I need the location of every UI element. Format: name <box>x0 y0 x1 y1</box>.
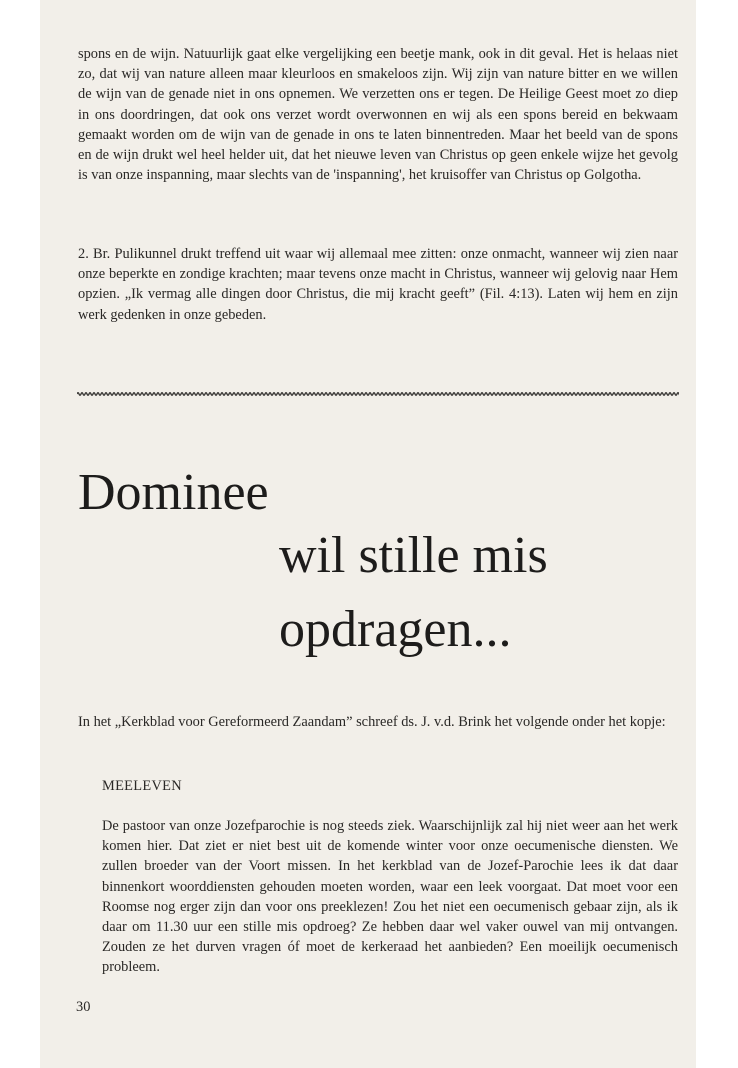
quote-heading: MEELEVEN <box>102 778 182 794</box>
quoted-text: De pastoor van onze Jozefparochie is nog steeds ziek. Waarschijnlijk zal hij niet weer aan het werk komen hier. Dat ziet er niet best uit de komende winter voor onze oecumenische diensten. We zullen broeder van der Voort missen. In het kerkblad van de Jozef-Parochie lees ik dat daar binnenkort woorddiensten gehouden moeten worden, waar een leek voorgaat. Dat moet voor een Roomse nog erger zijn dan voor ons preeklezen! Zou het niet een oecumenisch gebaar zijn, als ik daar om 11.30 uur een stille mis opdroeg? Ze hebben daar wel vaker ouwel van mij ontvangen. Zouden ze het durven vragen óf moet de kerkeraad het aanbieden? Een moeilijk oecumenisch probleem. <box>102 818 678 976</box>
article-intro: In het „Kerkblad voor Gereformeerd Zaandam” schreef ds. J. v.d. Brink het volgende onder het kopje: <box>78 714 666 730</box>
article-title-line-2: wil stille mis <box>279 527 548 584</box>
paragraph-continuation: spons en de wijn. Natuurlijk gaat elke vergelijking een beetje mank, ook in dit geval. Het is helaas niet zo, dat wij van nature alleen maar kleurloos en smakeloos zijn. Wij zijn van nature bitter en we willen de wijn van de genade niet in ons opnemen. We verzetten ons er tegen. De Heilige Geest moet zo diep in ons doordringen, dat ook ons verzet wordt overwonnen en wij als een spons bereid en bekwaam gemaakt worden om de wijn van de genade in ons te laten binnentreden. Maar het beeld van de spons en de wijn drukt wel heel helder uit, dat het nieuwe leven van Christus op geen enkele wijze het gevolg is van onze inspanning, maar slechts van de 'inspanning', het kruisoffer van Christus op Golgotha. <box>78 46 678 184</box>
article-title-line-3: opdragen... <box>279 601 512 658</box>
paragraph-numbered-2: 2. Br. Pulikunnel drukt treffend uit waar wij allemaal mee zitten: onze onmacht, wanneer wij zien naar onze beperkte en zondige krachten; maar tevens onze macht in Christus, wanneer wij gelovig naar Hem opzien. „Ik vermag alle dingen door Christus, die mij kracht geeft” (Fil. 4:13). Laten wij hem en zijn werk gedenken in onze gebeden. <box>78 246 678 323</box>
page-number: 30 <box>76 999 91 1015</box>
article-title-line-1: Dominee <box>78 464 269 521</box>
wavy-divider <box>77 391 679 397</box>
